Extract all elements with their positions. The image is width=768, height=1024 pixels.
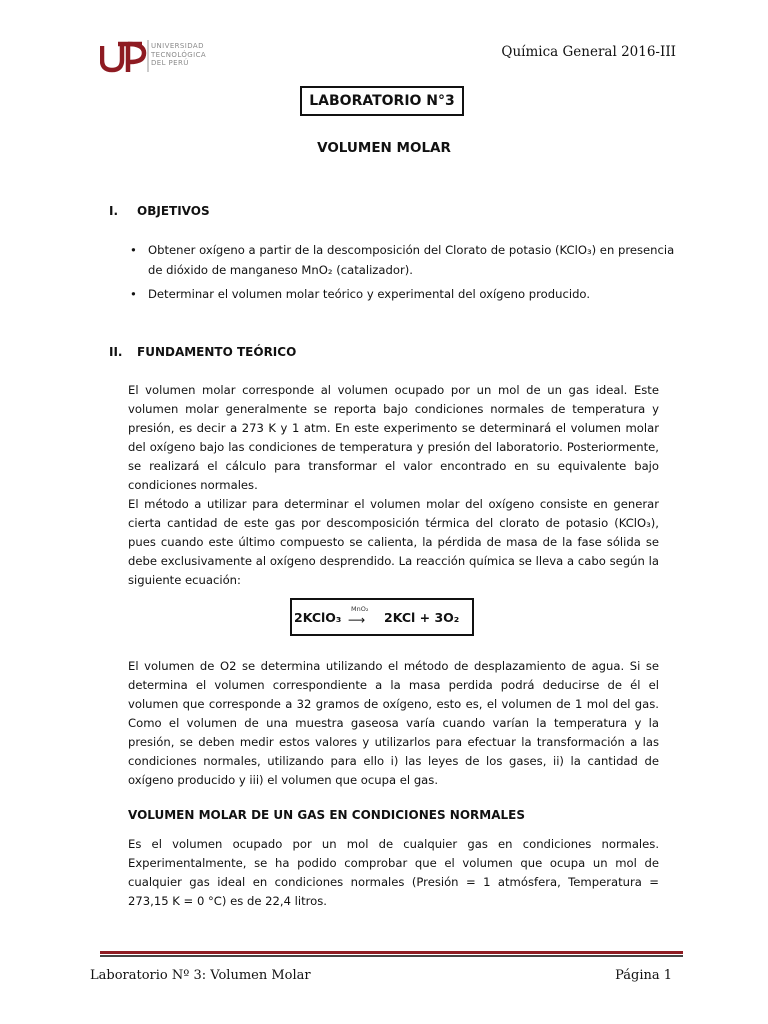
reaction-arrow-icon: ⟶ — [348, 613, 366, 627]
objectives-list — [130, 240, 678, 308]
footer-title: Laboratorio Nº 3: Volumen Molar — [90, 968, 311, 983]
paragraph: Es el volumen ocupado por un mol de cualquier gas en condiciones normales. Experimentalmente, se ha podido comprobar que el volumen que ocupa un mol de cualquier gas ideal en condiciones normales (Presión = 1 atmósfera, Temperatura = 273,15 K = 0 °C) es de 22,4 litros. — [128, 837, 659, 908]
equation-reactant: 2KClO₃ — [294, 610, 342, 625]
logo-line: DEL PERÚ — [151, 59, 189, 67]
equation-catalyst: MnO₂ — [351, 605, 369, 613]
section-number: II. — [109, 345, 123, 359]
lab-subtitle: VOLUMEN MOLAR — [317, 140, 451, 156]
paragraph: El volumen molar corresponde al volumen ocupado por un mol de un gas ideal. Este volumen molar generalmente se reporta bajo condiciones normales de temperatura y presión, es decir a 273 K y 1 atm. En este experimento se determinará el volumen molar del oxígeno bajo las condiciones de temperatura y presión del laboratorio. Posteriormente, se realizará el cálculo para transformar el valor encontrado en su equivalente bajo condiciones normales. — [128, 383, 659, 492]
section-heading-fundamento — [109, 345, 296, 359]
paragraph: El método a utilizar para determinar el volumen molar del oxígeno consiste en generar cierta cantidad de este gas por descomposición térmica del clorato de potasio (KClO₃), pues cuando este último compuesto se calienta, la pérdida de masa de la fase sólida se debe exclusivamente al oxígeno desprendido. La reacción química se lleva a cabo según la siguiente ecuación: — [128, 497, 659, 587]
section-heading-objetivos — [109, 204, 210, 218]
section-title: FUNDAMENTO TEÓRICO — [137, 345, 297, 359]
footer-divider-red — [100, 951, 683, 954]
logo-text — [151, 42, 206, 68]
course-header: Química General 2016-III — [501, 44, 676, 60]
equation-products: 2KCl + 3O₂ — [384, 610, 460, 625]
logo-line: UNIVERSIDAD — [151, 42, 204, 50]
lab-title: LABORATORIO N°3 — [300, 86, 464, 116]
section-title: OBJETIVOS — [137, 204, 210, 218]
paragraph: El volumen de O2 se determina utilizando el método de desplazamiento de agua. Si se determina el volumen correspondiente a la masa perdida podrá deducirse de él el volumen que corresponde a 32 gramos de oxígeno, esto es, el volumen de 1 mol del gas. Como el volumen de una muestra gaseosa varía cuando varían la temperatura y la presión, se deben medir estos valores y utilizarlos para efectuar la transformación a las condiciones normales, utilizando para ello i) las leyes de los gases, ii) la cantidad de oxígeno producido y iii) el volumen que ocupa el gas. — [128, 659, 659, 787]
section-number: I. — [109, 204, 119, 218]
list-item: • Determinar el volumen molar teórico y experimental del oxígeno producido. — [130, 284, 678, 304]
page-number: Página 1 — [615, 968, 672, 983]
logo-line: TECNOLÓGICA — [151, 50, 207, 59]
subheading: VOLUMEN MOLAR DE UN GAS EN CONDICIONES NORMALES — [128, 808, 525, 822]
list-item: • Obtener oxígeno a partir de la descomposición del Clorato de potasio (KClO₃) en presencia de dióxido de manganeso MnO₂ (catalizador). — [130, 240, 678, 280]
reaction-equation — [290, 598, 474, 636]
footer-divider-dark — [100, 955, 683, 957]
